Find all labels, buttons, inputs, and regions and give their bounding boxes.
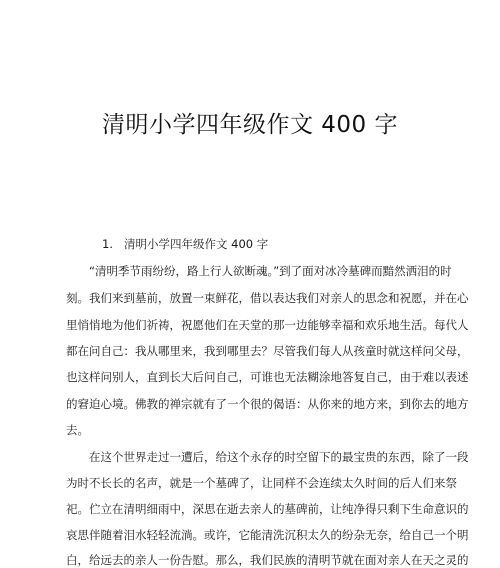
paragraph-line: 哀思伴随着泪水轻轻流淌。或许，它能清洗沉积太久的纷杂无奈，给自己一个明 <box>66 528 469 542</box>
paragraph-line: “清明季节雨纷纷，路上行人欲断魂。”到了面对冰冷墓碑而黯然洒泪的时 <box>89 264 452 278</box>
section-number: 1. <box>102 237 113 251</box>
paragraph-line: 祀。伫立在清明细雨中，深思在逝去亲人的墓碑前，让纯净得只剩下生命意识的 <box>66 502 469 516</box>
paragraph-line: 也这样问别人，直到长大后问自己，可谁也无法糊涂地答复自己，由于难以表述 <box>66 370 469 384</box>
paragraph-line: 刻。我们来到墓前，放置一束鲜花，借以表达我们对亲人的思念和祝愿，并在心 <box>66 291 469 305</box>
paragraph-line: 都在问自己：我从哪里来，我到哪里去？尽管我们每人从孩童时就这样问父母， <box>66 344 469 358</box>
paragraph-line: 白，给远去的亲人一份告慰。那么，我们民族的清明节就在面对亲人在天之灵的 <box>66 553 469 567</box>
paragraph-line: 里悄悄地为他们祈祷，祝愿他们在天堂的那一边能够幸福和欢乐地生活。每代人 <box>66 318 469 332</box>
section-heading-text: 清明小学四年级作文 400 字 <box>124 237 269 251</box>
paragraph-line: 为时不长长的名声，就是一个墓碑了，让同样不会连续太久时间的后人们来祭 <box>66 476 457 490</box>
paragraph-line: 去。 <box>66 423 89 437</box>
paragraph-line: 的窘迫心境。佛教的禅宗就有了一个很的偈语：从你来的地方来，到你去的地方 <box>66 397 469 411</box>
document-title: 清明小学四年级作文 400 字 <box>101 112 399 138</box>
section-heading <box>102 236 268 252</box>
paragraph-line: 在这个世界走过一遭后，给这个永存的时空留下的最宝贵的东西，除了一段 <box>89 450 469 464</box>
